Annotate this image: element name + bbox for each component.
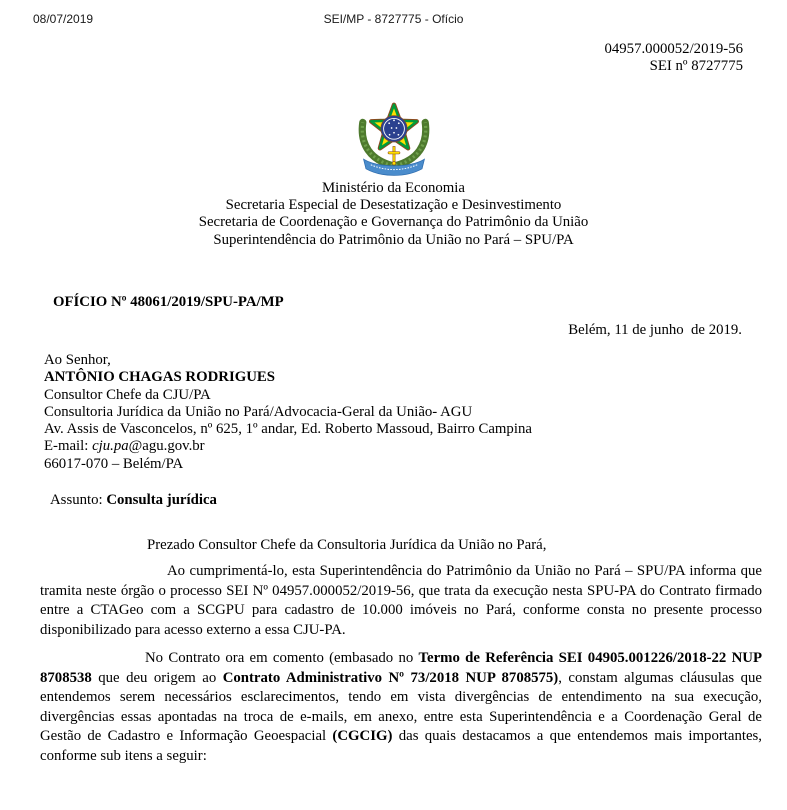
print-header-date: 08/07/2019 xyxy=(33,12,94,26)
body-paragraph-1: Ao cumprimentá-lo, esta Superintendência do Patrimônio da União no Pará – SPU/PA informa que tramita neste órgão o processo SEI Nº 04957.000052/2019-56, que trata da execução nesta SPU-PA do Contrato firmado entre a CTAGeo com a SCGPU para cadastro de 10.000 imóveis no Pará, conforme consta no presente processo disponibilizado para acesso externo a essa CJU-PA. xyxy=(40,563,762,638)
addressee-block xyxy=(44,352,762,473)
reference-block xyxy=(604,41,743,74)
para2-seg1: No Contrato ora em comento (embasado no xyxy=(145,650,419,666)
brazil-coat-of-arms xyxy=(342,95,446,186)
email-domain: @agu.gov.br xyxy=(128,438,205,455)
addressee-email-line xyxy=(44,438,762,455)
letterhead-line-ministry: Ministério da Economia xyxy=(321,180,465,196)
letterhead-line-secretaria-coordenacao: Secretaria de Coordenação e Governança do Patrimônio da União xyxy=(198,214,589,231)
para2-termo-referencia: Termo de Referência SEI 04905.001226/2018-22 NUP 8708538 xyxy=(40,650,762,686)
addressee-role: Consultor Chefe da CJU/PA xyxy=(44,386,211,403)
greeting-line: Prezado Consultor Chefe da Consultoria Jurídica da União no Pará, xyxy=(147,537,547,553)
para2-contrato-administrativo: Contrato Administrativo Nº 73/2018 NUP 8708575) xyxy=(222,669,559,686)
body-paragraph-2 xyxy=(40,649,762,767)
para2-seg3: que deu origem ao xyxy=(91,669,223,686)
process-number: 04957.000052/2019-56 xyxy=(604,41,743,57)
sei-number: SEI nº 8727775 xyxy=(649,57,743,74)
addressee-cep-city: 66017-070 – Belém/PA xyxy=(44,455,184,472)
print-header xyxy=(0,11,787,27)
letterhead-line-secretaria-especial: Secretaria Especial de Desestatização e Desinvestimento xyxy=(225,197,562,214)
subject-line xyxy=(50,492,217,509)
letterhead-line-superintendencia: Superintendência do Patrimônio da União no Pará – SPU/PA xyxy=(213,231,574,248)
para2-seg5: , constam algumas cláusulas que entendemos serem necessários esclarecimentos, tendo em vista divergências de entendimento na sua execução, divergências essas apontadas na troca de e-mails, em anexo, entre esta Superintendência e a Coordenação Geral de Gestão de Cadastro e Informação Geoespacial xyxy=(40,669,762,745)
subject-value: Consulta jurídica xyxy=(106,492,217,508)
addressee-street-address: Av. Assis de Vasconcelos, nº 625, 1º andar, Ed. Roberto Massoud, Bairro Campina xyxy=(44,421,532,438)
addressee-organization: Consultoria Jurídica da União no Pará/Advocacia-Geral da União- AGU xyxy=(44,403,473,420)
oficio-number: OFÍCIO Nº 48061/2019/SPU-PA/MP xyxy=(53,294,284,310)
central-disc xyxy=(380,116,406,142)
para2-cgcig: (CGCIG) xyxy=(332,728,393,745)
subject-label: Assunto: xyxy=(50,492,107,508)
para2-seg7: das quais destacamos a que entendemos mais importantes, conforme sub itens a seguir: xyxy=(40,728,762,764)
place-date: Belém, 11 de junho de 2019. xyxy=(568,322,742,338)
addressee-salutation: Ao Senhor, xyxy=(44,352,111,368)
brazil-coat-of-arms-icon xyxy=(342,95,446,181)
print-header-title: SEI/MP - 8727775 - Ofício xyxy=(323,12,464,26)
email-label: E-mail: xyxy=(44,438,93,455)
email-user: cju.pa xyxy=(92,438,129,455)
addressee-name: ANTÔNIO CHAGAS RODRIGUES xyxy=(44,369,276,386)
letterhead xyxy=(0,180,787,249)
